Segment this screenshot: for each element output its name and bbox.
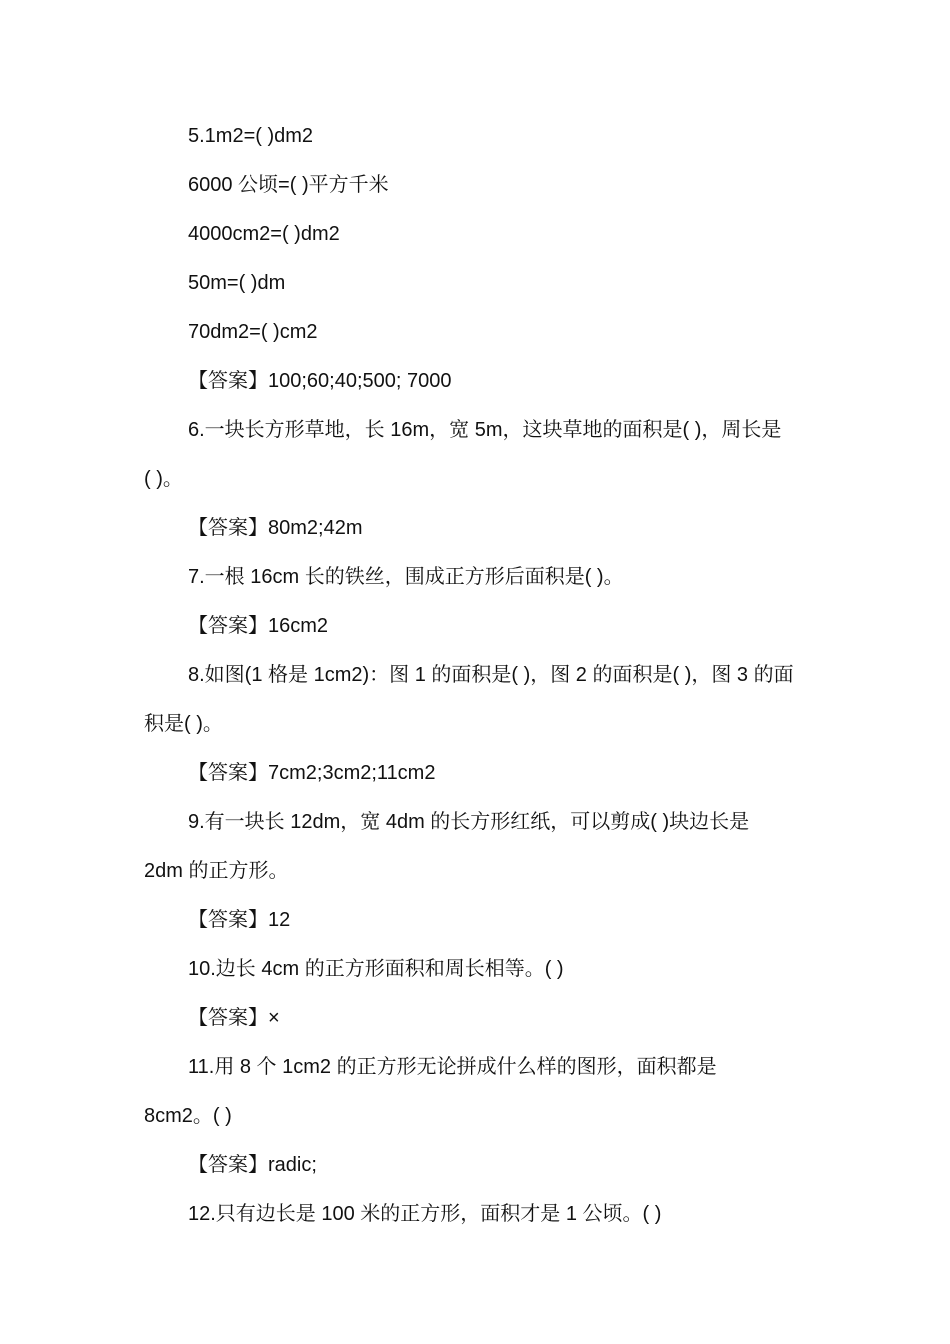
answer-line: 【答案】16cm2 [188, 615, 329, 637]
text-line: 6000 公顷=( )平方千米 [188, 174, 389, 196]
question-line: 6.一块长方形草地，长 16m，宽 5m，这块草地的面积是( )，周长是 [188, 419, 782, 441]
question-line-continued: ( )。 [144, 468, 183, 490]
answer-line: 【答案】100;60;40;500; 7000 [188, 370, 452, 392]
question-line-continued: 积是( )。 [144, 713, 223, 735]
text-line: 4000cm2=( )dm2 [188, 223, 340, 245]
answer-line: 【答案】80m2;42m [188, 517, 363, 539]
question-line: 8.如图(1 格是 1cm2)：图 1 的面积是( )，图 2 的面积是( )，图 3 的面 [188, 664, 794, 686]
answer-line: 【答案】radic; [188, 1154, 317, 1176]
question-line: 12.只有边长是 100 米的正方形，面积才是 1 公顷。( ) [188, 1203, 662, 1225]
question-line-continued: 8cm2。( ) [144, 1105, 232, 1127]
text-line: 5.1m2=( )dm2 [188, 125, 314, 147]
question-line: 10.边长 4cm 的正方形面积和周长相等。( ) [188, 958, 564, 980]
answer-line: 【答案】12 [188, 909, 291, 931]
answer-line: 【答案】× [188, 1007, 280, 1029]
question-line: 11.用 8 个 1cm2 的正方形无论拼成什么样的图形，面积都是 [188, 1056, 717, 1078]
answer-line: 【答案】7cm2;3cm2;11cm2 [188, 762, 436, 784]
text-line: 50m=( )dm [188, 272, 286, 294]
document-body [144, 112, 808, 1239]
question-line-continued: 2dm 的正方形。 [144, 860, 289, 882]
question-line: 7.一根 16cm 长的铁丝，围成正方形后面积是( )。 [188, 566, 624, 588]
question-line: 9.有一块长 12dm，宽 4dm 的长方形红纸，可以剪成( )块边长是 [188, 811, 750, 833]
text-line: 70dm2=( )cm2 [188, 321, 318, 343]
